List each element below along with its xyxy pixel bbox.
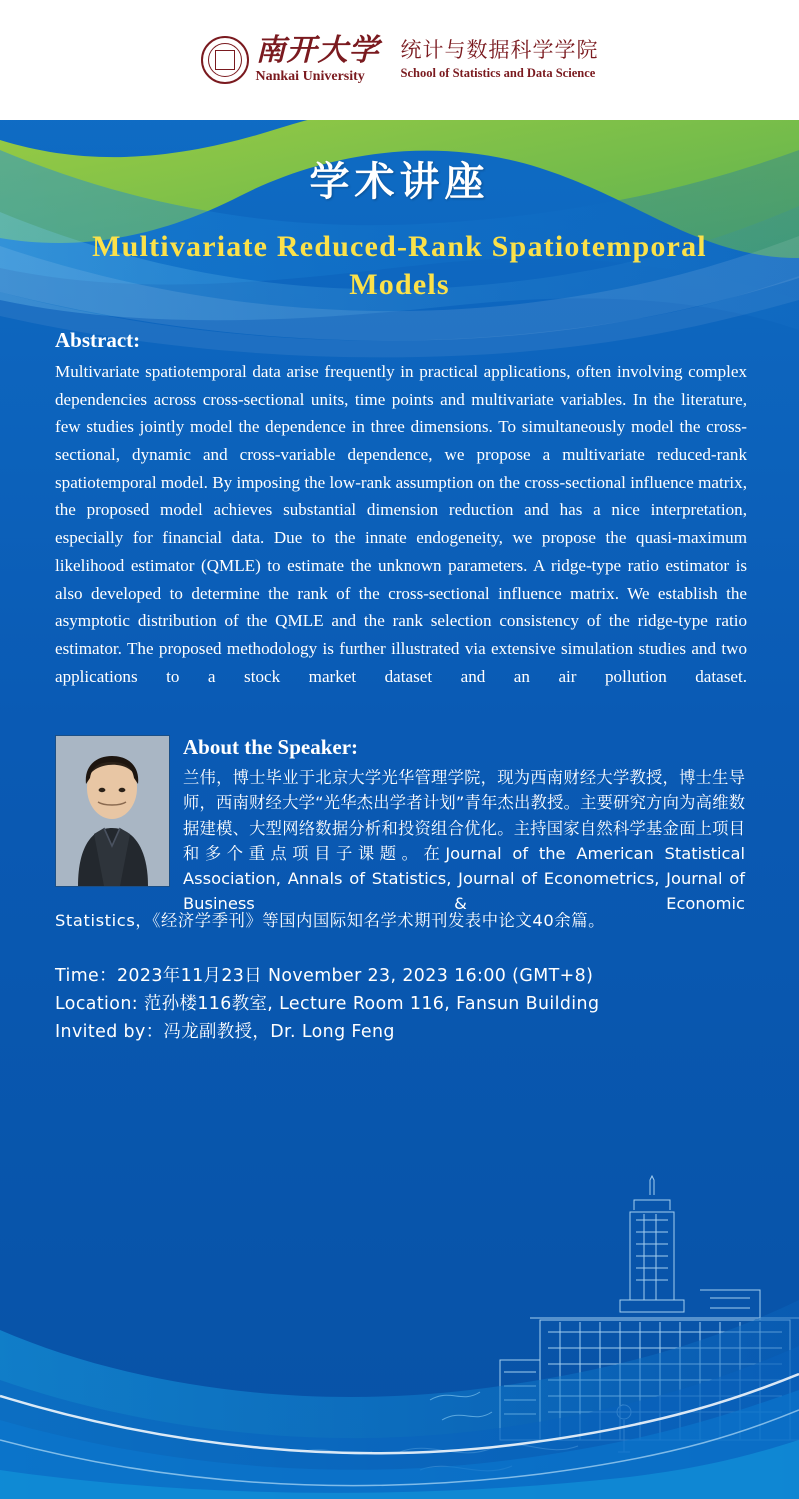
header-band <box>0 0 799 120</box>
location-line: Location: 范孙楼116教室, Lecture Room 116, Fansun Building <box>55 994 600 1015</box>
speaker-heading: About the Speaker: <box>183 735 359 759</box>
abstract-body: Multivariate spatiotemporal data arise frequently in practical applications, often involving complex dependencies across cross-sectional units, time points and multivariate variables. In the literature, few studies jointly model the dependence in three dimensions. To simultaneously model the cross-sectional, dynamic and cross-variable dependence, we propose a multivariate reduced-rank spatiotemporal model. By imposing the low-rank assumption on the cross-sectional influence matrix, the proposed model achieves substantial dimension reduction and has a nice interpretation, especially for financial data. Due to the innate endogeneity, we propose the quasi-maximum likelihood estimator (QMLE) to estimate the unknown parameters. A ridge-type ratio estimator is also developed to determine the rank of the cross-sectional influence matrix. We establish the asymptotic distribution of the QMLE and the rank selection consistency of the ridge-type ratio estimator. The proposed methodology is further illustrated via extensive simulation studies and two applications to a stock market dataset and an air pollution dataset. <box>55 362 747 686</box>
university-name-block <box>255 33 380 84</box>
university-name-en: Nankai University <box>255 69 365 84</box>
speaker-bio-part2: Statistics，《经济学季刊》等国内国际知名学术期刊发表中论文40余篇。 <box>55 911 605 930</box>
school-name-cn: 统计与数据科学学院 <box>400 38 599 63</box>
school-name-block <box>401 39 599 81</box>
logistics-block <box>55 962 755 1047</box>
school-name-en: School of Statistics and Data Science <box>400 66 596 81</box>
portrait-graphic <box>56 736 169 886</box>
talk-title: Multivariate Reduced-Rank Spatiotemporal Models <box>92 230 707 302</box>
logo-divider <box>390 38 391 82</box>
lecture-label: 学术讲座 <box>309 159 490 205</box>
invited-by-line: Invited by：冯龙副教授，Dr. Long Feng <box>55 1022 395 1043</box>
university-name-cn: 南开大学 <box>255 33 380 68</box>
abstract-heading: Abstract: <box>55 328 141 352</box>
speaker-portrait <box>55 735 170 887</box>
nankai-seal-icon <box>201 36 249 84</box>
university-logo <box>0 33 799 84</box>
time-line: Time：2023年11月23日 November 23, 2023 16:00 (GMT+8) <box>55 966 594 986</box>
speaker-bio-part1: 兰伟，博士毕业于北京大学光华管理学院，现为西南财经大学教授，博士生导师，西南财经大学“光华杰出学者计划”青年杰出教授。主要研究方向为高维数据建模、大型网络数据分析和投资组合优化。主持国家自然科学基金面上项目和多个重点项目子课题。在Journal of the American Statistical Association, Annals of Statistics, Journal of Econometrics, Journal of Business & Economic <box>183 768 745 914</box>
